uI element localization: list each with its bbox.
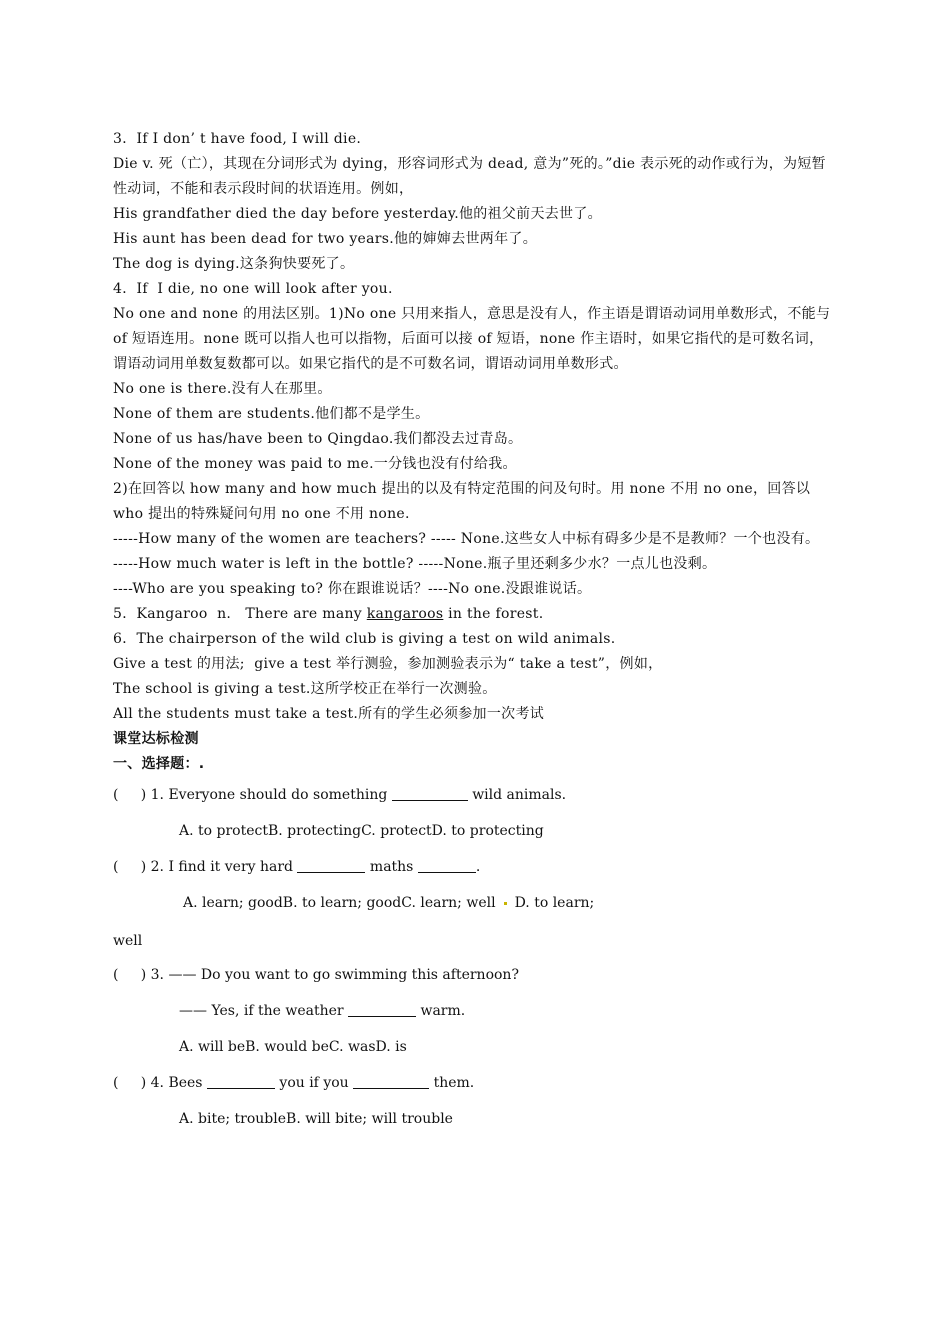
question-2-options	[113, 885, 837, 921]
option-d: D. to learn;	[514, 895, 595, 911]
question-4	[113, 1065, 837, 1101]
question-2-wrap: well	[113, 933, 143, 949]
item4-dialogue-1: -----How many of the women are teachers? ----- None.这些女人中标有碍多少是不是教师？一个也没有。	[113, 531, 820, 547]
question-text: warm.	[416, 1003, 466, 1019]
item4-example-1: No one is there.没有人在那里。	[113, 381, 332, 397]
option-b: B. to learn; good	[282, 895, 402, 911]
answer-blank	[353, 1072, 429, 1089]
answer-paren: ( )	[113, 787, 147, 803]
question-text: 3. —— Do you want to go swimming this afternoon?	[146, 967, 519, 983]
answer-paren: ( )	[113, 967, 147, 983]
option-c: C. learn; well	[401, 895, 496, 911]
item3-title: 3．If I don’ t have food, I will die.	[113, 131, 362, 147]
answer-blank	[348, 1000, 416, 1017]
question-3	[113, 957, 837, 993]
question-text: 2. I find it very hard	[146, 859, 298, 875]
question-text: —— Yes, if the weather	[179, 1003, 349, 1019]
item3-example-3: The dog is dying.这条狗快要死了。	[113, 256, 355, 272]
option-a: A. learn; good	[183, 895, 283, 911]
question-2	[113, 849, 837, 885]
option-c: C. protect	[361, 823, 432, 839]
option-a: A. bite; trouble	[179, 1111, 287, 1127]
section-heading: 课堂达标检测	[113, 731, 199, 747]
answer-blank	[418, 856, 476, 873]
item3-example-2: His aunt has been dead for two years.他的婶婶去世两年了。	[113, 231, 537, 247]
option-d: D. to protecting	[431, 823, 544, 839]
stray-mark	[504, 902, 507, 905]
question-3-options	[113, 1029, 837, 1065]
item6-example-1: The school is giving a test.这所学校正在举行一次测验。	[113, 681, 497, 697]
answer-blank	[297, 856, 365, 873]
item4-example-4: None of the money was paid to me.一分钱也没有付给我。	[113, 456, 517, 472]
question-3-reply	[113, 993, 837, 1029]
question-text: you if you	[274, 1075, 354, 1091]
item4-example-3: None of us has/have been to Qingdao.我们都没去过青岛。	[113, 431, 523, 447]
item5-line	[113, 602, 837, 627]
question-text: .	[475, 859, 481, 875]
question-1	[113, 777, 837, 813]
option-b: B. protecting	[267, 823, 362, 839]
question-text: 1. Everyone should do something	[146, 787, 392, 803]
item4-explanation-2: 2)在回答以 how many and how much 提出的以及有特定范围的问及句时。用 none 不用 no one，回答以 who 提出的特殊疑问句用 no one 不用 none.	[113, 481, 811, 522]
item4-explanation: No one and none 的用法区别。1)No one 只用来指人，意思是没有人，作主语是谓语动词用单数形式，不能与 of 短语连用。none 既可以指人也可以指物，后面可以接 of 短语，none 作主语时，如果它指代的是可数名词，谓语动词用单数复数都可以。如果它指代的是不可数名词，谓语动词用单数形式。	[113, 306, 831, 372]
item5-text-pre: 5．Kangaroo n. There are many	[113, 606, 367, 622]
document-body	[113, 127, 837, 1137]
item5-underlined-word: kangaroos	[366, 606, 444, 622]
item6-example-2: All the students must take a test.所有的学生必须参加一次考试	[113, 706, 545, 722]
item3-explanation: Die v. 死（亡），其现在分词形式为 dying，形容词形式为 dead, 意为”死的。”die 表示死的动作或行为，为短暂性动词，不能和表示段时间的状语连用。例如，	[113, 156, 826, 197]
item5-text-post: in the forest.	[443, 606, 544, 622]
option-b: B. will bite; will trouble	[286, 1111, 453, 1127]
item4-title: 4．If I die, no one will look after you.	[113, 281, 393, 297]
item4-example-2: None of them are students.他们都不是学生。	[113, 406, 430, 422]
item6-explanation: Give a test 的用法; give a test 举行测验，参加测验表示为“ take a test”，例如，	[113, 656, 663, 672]
section-subheading: 一、选择题：.	[113, 756, 205, 772]
question-4-options	[113, 1101, 837, 1137]
option-a: A. to protect	[179, 823, 268, 839]
question-text: 4. Bees	[146, 1075, 207, 1091]
option-d: D. is	[375, 1039, 407, 1055]
question-text: them.	[429, 1075, 475, 1091]
option-c: C. was	[328, 1039, 376, 1055]
question-text: maths	[365, 859, 418, 875]
answer-paren: ( )	[113, 1075, 147, 1091]
option-b: B. would be	[245, 1039, 329, 1055]
question-text: wild animals.	[467, 787, 567, 803]
answer-blank	[207, 1072, 275, 1089]
item4-dialogue-3: ----Who are you speaking to? 你在跟谁说话？----No one.没跟谁说话。	[113, 581, 592, 597]
item3-example-1: His grandfather died the day before yesterday.他的祖父前天去世了。	[113, 206, 602, 222]
item4-dialogue-2: -----How much water is left in the bottle? -----None.瓶子里还剩多少水？一点儿也没剩。	[113, 556, 717, 572]
option-a: A. will be	[179, 1039, 246, 1055]
question-1-options	[113, 813, 837, 849]
answer-blank	[392, 784, 468, 801]
answer-paren: ( )	[113, 859, 147, 875]
item6-title: 6．The chairperson of the wild club is giving a test on wild animals.	[113, 631, 616, 647]
